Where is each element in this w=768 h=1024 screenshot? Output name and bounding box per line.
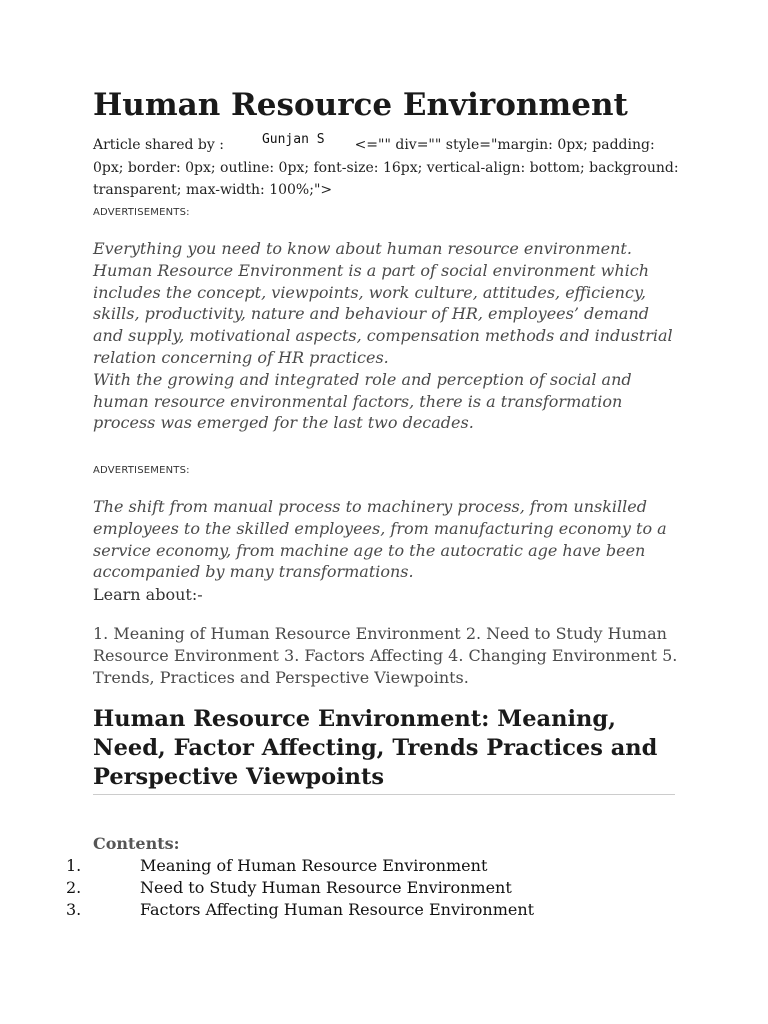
author-name[interactable]: Gunjan S xyxy=(261,132,325,147)
contents-item-number: 2. xyxy=(66,878,82,897)
advertisement-label: ADVERTISEMENTS: xyxy=(93,465,190,476)
transformation-paragraph: The shift from manual process to machinery process, from unskilled employees to the skilled employees, from manufacturing economy to a service economy, from machine age to the autocratic age have been accompanied by many transformations. xyxy=(93,497,667,582)
contents-item-number: 1. xyxy=(66,856,82,875)
section-heading: Human Resource Environment: Meaning, Need, Factor Affecting, Trends Practices and Perspective Viewpoints xyxy=(93,705,675,795)
learn-about-label: Learn about:- xyxy=(93,585,203,604)
contents-item-number: 3. xyxy=(66,900,82,919)
shared-by-label: Article shared by : xyxy=(93,137,224,153)
intro-paragraph-1: Everything you need to know about human resource environment. Human Resource Environment is a part of social environment which includes the concept, viewpoints, work culture, attitudes, efficiency, skills, productivity, nature and behaviour of HR, employees’ demand and supply, motivational aspects, compensation methods and industrial relation concerning of HR practices. xyxy=(93,239,673,367)
contents-item-link[interactable]: Factors Affecting Human Resource Environment xyxy=(140,900,535,919)
html-markup-artifact: <="" div="" style="margin: 0px; padding: 0px; border: 0px; outline: 0px; font-size: 16px; vertical-align: bottom; background: transparent; max-width: 100%;"> xyxy=(93,137,679,198)
article-title: Human Resource Environment xyxy=(93,87,628,123)
learn-about-topics: 1. Meaning of Human Resource Environment 2. Need to Study Human Resource Environment 3. Factors Affecting 4. Changing Environment 5. Trends, Practices and Perspective Viewpoints. xyxy=(93,624,678,687)
byline xyxy=(93,134,683,201)
contents-label: Contents: xyxy=(93,834,180,853)
intro-paragraph-2: With the growing and integrated role and perception of social and human resource environmental factors, there is a transformation process was emerged for the last two decades. xyxy=(93,369,632,433)
contents-item-link[interactable]: Meaning of Human Resource Environment xyxy=(140,856,488,875)
contents-item-link[interactable]: Need to Study Human Resource Environment xyxy=(140,878,512,897)
intro-paragraph xyxy=(93,238,683,434)
advertisement-label: ADVERTISEMENTS: xyxy=(93,207,190,218)
